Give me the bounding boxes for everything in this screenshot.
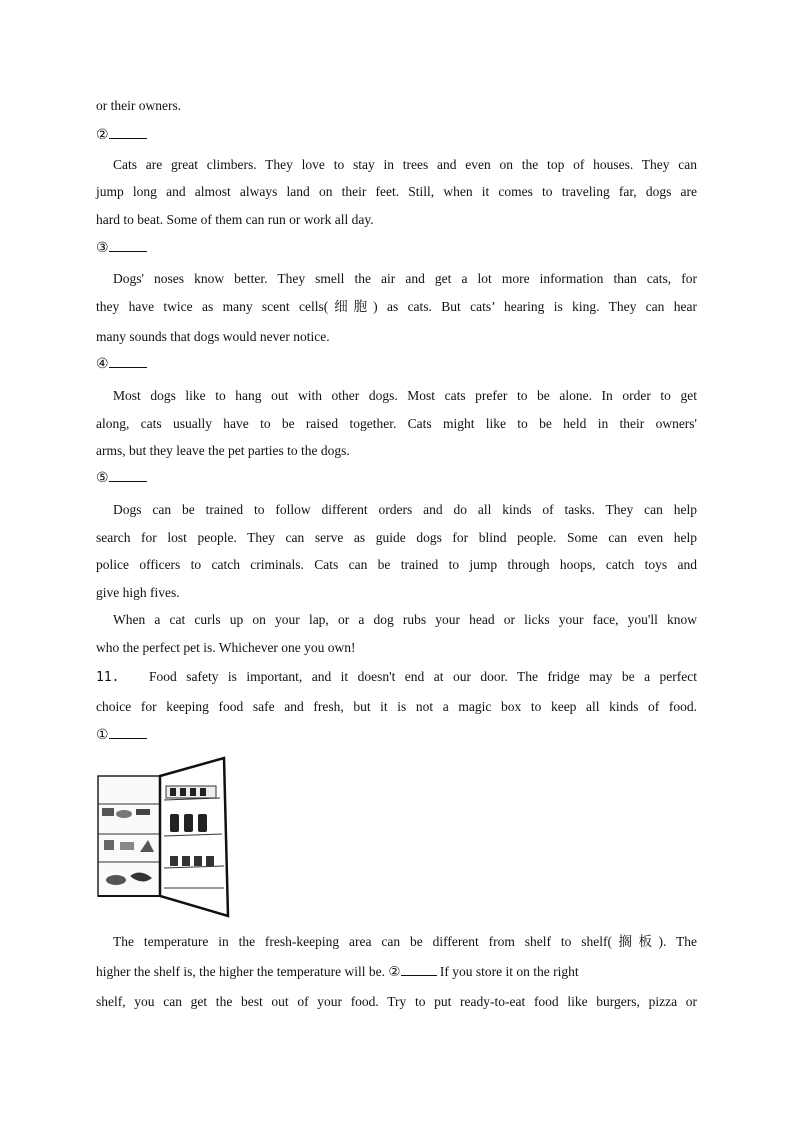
text-line: When a cat curls up on your lap, or a dog rubs your head or licks your face, you'll know <box>113 612 697 627</box>
text-line: arms, but they leave the pet parties to the dogs. <box>96 443 350 458</box>
text-line: Cats are great climbers. They love to stay in trees and even on the top of houses. They can <box>113 157 697 172</box>
text-line: who the perfect pet is. Whichever one you own! <box>96 640 356 655</box>
blank-marker: ⑤ <box>96 471 109 486</box>
open-fridge-illustration <box>96 756 230 918</box>
question-number: 11. <box>96 670 120 685</box>
text-span: higher the shelf is, the higher the temperature will be. <box>96 964 389 979</box>
text-line: choice for keeping food safe and fresh, but it is not a magic box to keep all kinds of food. <box>96 699 697 714</box>
blank-5[interactable] <box>96 469 147 489</box>
blank-marker: ② <box>96 128 109 143</box>
text-line: jump long and almost always land on their feet. Still, when it comes to traveling far, dogs are <box>96 184 697 199</box>
text-span: If you store it on the right <box>436 964 579 979</box>
text-line: many sounds that dogs would never notice. <box>96 329 330 344</box>
text-line: search for lost people. They can serve as guide dogs for blind people. Some can even help <box>96 530 697 545</box>
blank-underline <box>109 239 147 252</box>
blank-marker: ④ <box>96 357 109 372</box>
text-line: Food safety is important, and it doesn't end at our door. The fridge may be a perfect <box>149 669 697 684</box>
blank-underline <box>401 963 437 976</box>
text-line-with-blank <box>96 962 697 982</box>
blank-underline <box>109 726 147 739</box>
text-line: shelf, you can get the best out of your food. Try to put ready-to-eat food like burgers, pizza or <box>96 994 697 1009</box>
text-line: Dogs can be trained to follow different orders and do all kinds of tasks. They can help <box>113 502 697 517</box>
text-line: Most dogs like to hang out with other dogs. Most cats prefer to be alone. In order to get <box>113 388 697 403</box>
text-line: they have twice as many scent cells(细胞) as cats. But cats’ hearing is king. They can hear <box>96 299 697 314</box>
blank-3[interactable] <box>96 239 147 259</box>
blank-underline <box>109 469 147 482</box>
blank-1[interactable] <box>96 726 147 746</box>
text-line: Dogs' noses know better. They smell the air and get a lot more information than cats, for <box>113 271 697 286</box>
text-line: The temperature in the fresh-keeping area can be different from shelf to shelf(搁板). The <box>113 934 697 949</box>
blank-4[interactable] <box>96 355 147 375</box>
blank-marker: ① <box>96 728 109 743</box>
text-line: along, cats usually have to be raised together. Cats might like to be held in their owners' <box>96 416 697 431</box>
question-11-line-1 <box>96 667 697 688</box>
text-line: police officers to catch criminals. Cats can be trained to jump through hoops, catch toys and <box>96 557 697 572</box>
text-line: hard to beat. Some of them can run or work all day. <box>96 212 374 227</box>
text-line: or their owners. <box>96 98 182 113</box>
blank-marker[interactable]: ② <box>388 964 401 979</box>
blank-underline <box>109 355 147 368</box>
blank-underline <box>109 126 147 139</box>
blank-marker: ③ <box>96 241 109 256</box>
text-line: give high fives. <box>96 585 180 600</box>
blank-2[interactable] <box>96 126 147 146</box>
